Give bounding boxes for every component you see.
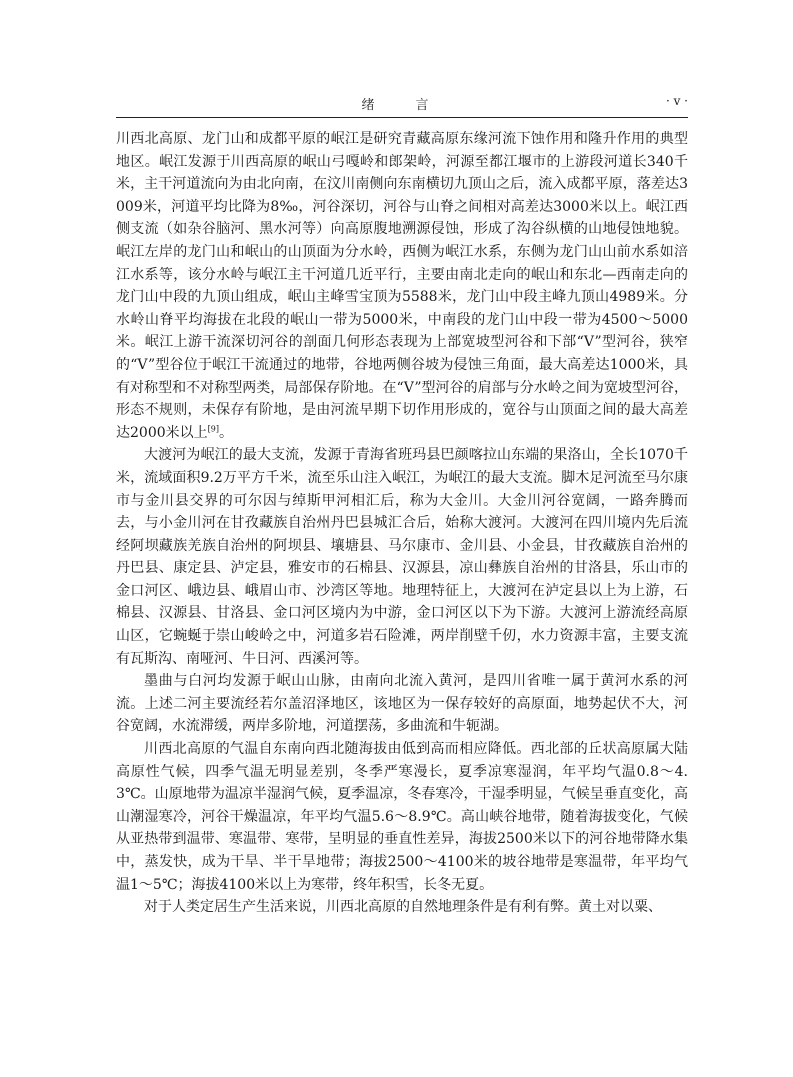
paragraph-text: 大渡河为岷江的最大支流，发源于青海省班玛县巴颜喀拉山东端的果洛山，全长1070千米，流域面积9.2万平方千米，流至乐山注入岷江，为岷江的最大支流。脚木足河流至马尔康市与金川县交界的可尔因与绰斯甲河相汇后，称为大金川。大金川河谷宽阔，一路奔腾而去，与小金川河在甘孜藏族自治州丹巴县城汇合后，始称大渡河。大渡河在四川境内先后流经阿坝藏族羌族自治州的阿坝县、壤塘县、马尔康市、金川县、小金县，甘孜藏族自治州的丹巴县、康定县、泸定县，雅安市的石棉县、汉源县，凉山彝族自治州的甘洛县，乐山市的金口河区、峨边县、峨眉山市、沙湾区等地。地理特征上，大渡河在泸定县以上为上游，石棉县、汉源县、甘洛县、金口河区境内为中游，金口河区以下为下游。大渡河上游流经高原山区，它蜿蜒于崇山峻岭之中，河道多岩石险滩，两岸削壁千仞，水力资源丰富，主要支流有瓦斯沟、南哑河、牛日河、西溪河等。 <box>116 447 688 667</box>
body-text <box>116 128 688 919</box>
paragraph-5 <box>116 896 688 919</box>
paragraph-text: 川西北高原的气温自东南向西北随海拔由低到高而相应降低。西北部的丘状高原属大陆高原性气候，四季气温无明显差别，冬季严寒漫长，夏季凉寒湿润，年平均气温0.8～4.3℃。山原地带为温凉半湿润气候，夏季温凉，冬春寒冷，干湿季明显，气候呈垂直变化，高山潮湿寒冷，河谷干燥温凉，年平均气温5.6～8.9℃。高山峡谷地带，随着海拔变化，气候从亚热带到温带、寒温带、寒带，呈明显的垂直性差异，海拔2500米以下的河谷地带降水集中，蒸发快，成为干旱、半干旱地带；海拔2500～4100米的坡谷地带是寒温带，年平均气温1～5℃；海拔4100米以上为寒带，终年积雪，长冬无夏。 <box>116 741 688 893</box>
paragraph-1 <box>116 128 688 444</box>
paragraph-tail: 。 <box>218 424 233 441</box>
paragraph-2 <box>116 444 688 670</box>
page-number: · v · <box>665 94 688 108</box>
paragraph-4 <box>116 738 688 896</box>
paragraph-3 <box>116 670 688 738</box>
paragraph-text: 川西北高原、龙门山和成都平原的岷江是研究青藏高原东缘河流下蚀作用和隆升作用的典型地区。岷江发源于川西高原的岷山弓嘎岭和郎架岭，河源至都江堰市的上游段河道长340千米，主干河道流向为由北向南，在汶川南侧向东南横切九顶山之后，流入成都平原，落差达3009米，河道平均比降为8‰，河谷深切，河谷与山脊之间相对高差达3000米以上。岷江西侧支流（如杂谷脑河、黑水河等）向高原腹地溯源侵蚀，形成了沟谷纵横的山地侵蚀地貌。岷江左岸的龙门山和岷山的山顶面为分水岭，西侧为岷江水系，东侧为龙门山山前水系如涪江水系等，该分水岭与岷江主干河道几近平行，主要由南北走向的岷山和东北—西南走向的龙门山中段的九顶山组成，岷山主峰雪宝顶为5588米，龙门山中段主峰九顶山4989米。分水岭山脊平均海拔在北段的岷山一带为5000米，中南段的龙门山中段一带为4500～5000米。岷江上游干流深切河谷的剖面几何形态表现为上部宽坡型河谷和下部“V”型河谷，狭窄的“V”型谷位于岷江干流通过的地带，谷地两侧谷坡为侵蚀三角面，最大高差达1000米，具有对称型和不对称型两类，局部保存阶地。在“V”型河谷的肩部与分水岭之间为宽坡型河谷，形态不规则，未保存有阶地，是由河流早期下切作用形成的，宽谷与山顶面之间的最大高差达2000米以上 <box>116 131 688 441</box>
header-rule <box>116 117 688 118</box>
paragraph-text: 对于人类定居生产生活来说，川西北高原的自然地理条件是有利有弊。黄土对以粟、 <box>144 899 662 916</box>
chapter-title: 绪 言 <box>361 98 443 113</box>
paragraph-text: 墨曲与白河均发源于岷山山脉，由南向北流入黄河，是四川省唯一属于黄河水系的河流。上述二河主要流经若尔盖沼泽地区，该地区为一保存较好的高原面，地势起伏不大，河谷宽阔，水流滞缓，两岸多阶地，河道摆荡，多曲流和牛轭湖。 <box>116 673 688 735</box>
running-header <box>116 92 688 114</box>
citation-mark: [9] <box>207 424 219 434</box>
